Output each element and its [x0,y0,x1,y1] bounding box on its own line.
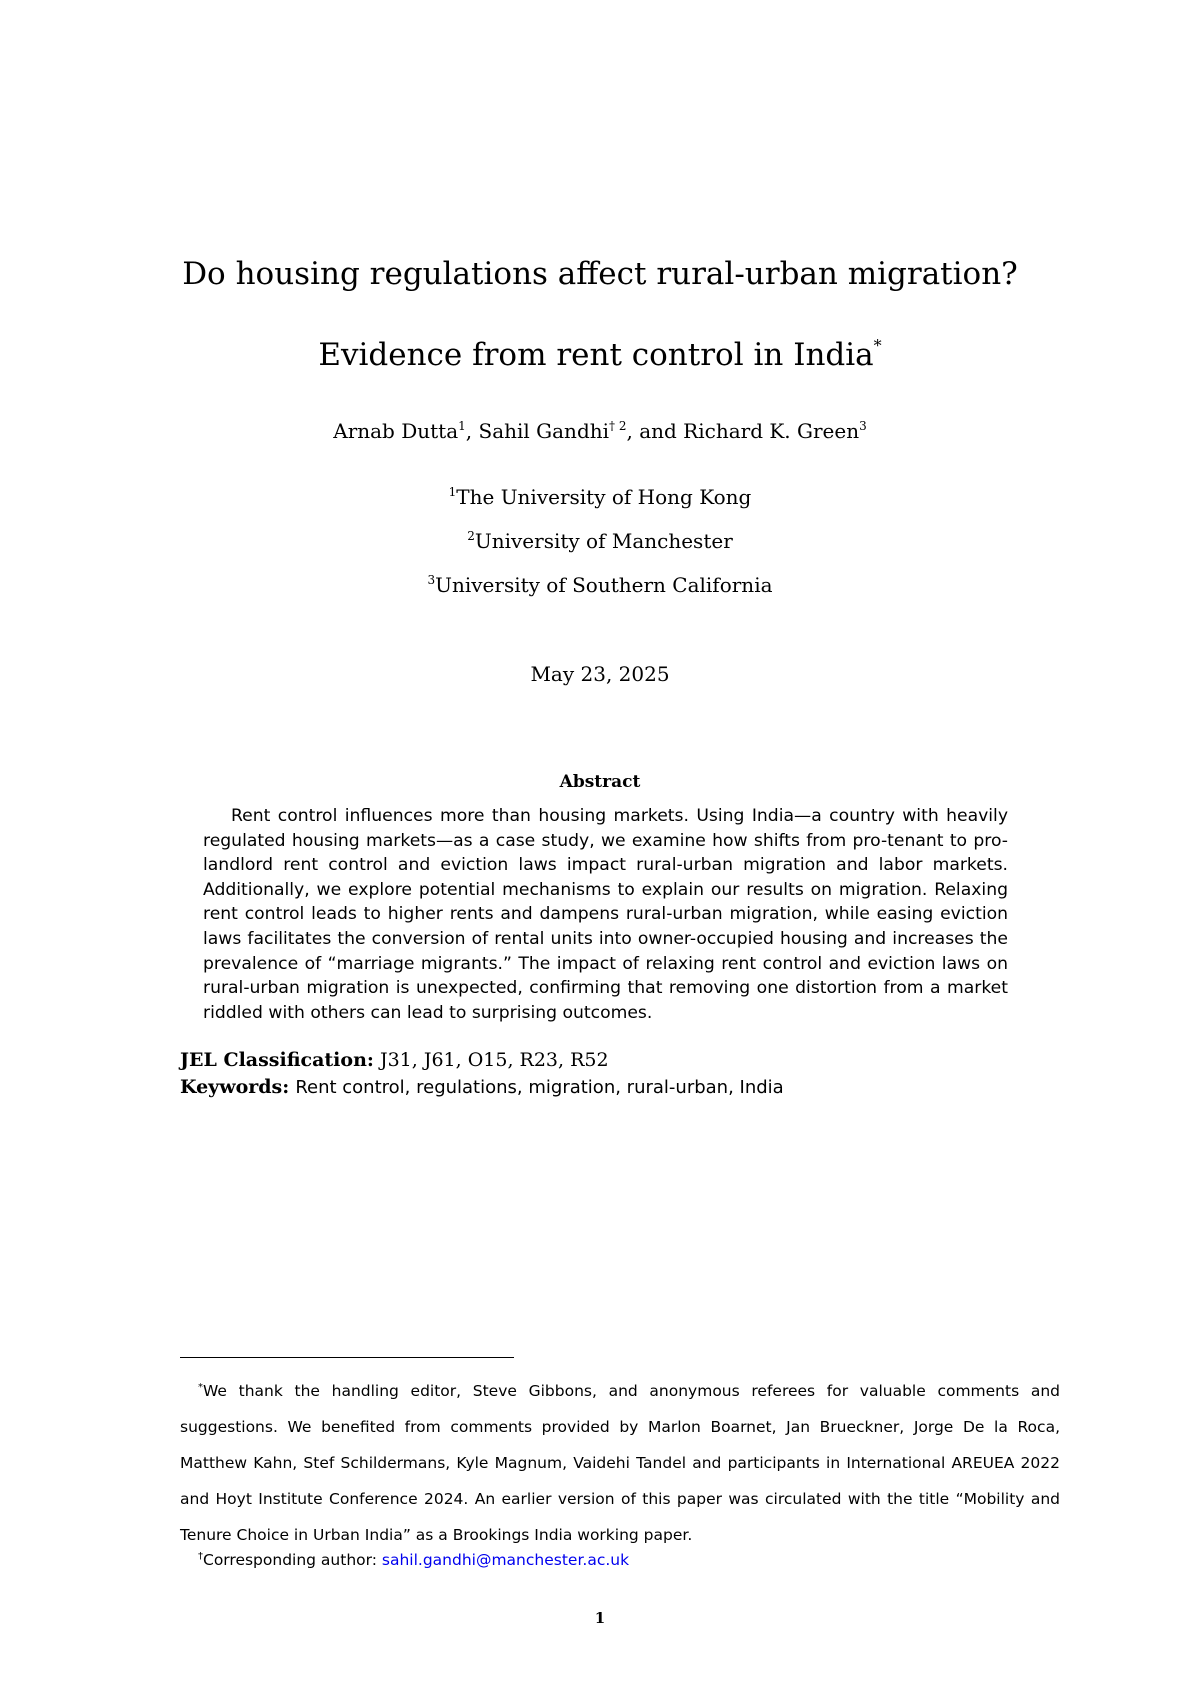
affiliation-marker: 1 [448,485,457,499]
keywords [180,1074,784,1101]
author-name: Sahil Gandhi [478,419,610,443]
affiliation [0,522,1200,555]
paper-title-line1: Do housing regulations affect rural-urban migration? [182,256,1018,292]
paper-title-line2-text: Evidence from rent control in India [318,337,874,373]
affiliation [0,478,1200,511]
footnote-label: Corresponding author: [203,1551,382,1569]
page-number: 1 [594,1609,606,1627]
jel-codes: J31, J61, O15, R23, R52 [379,1049,609,1071]
publication-date: May 23, 2025 [530,662,670,686]
footnote-divider [180,1357,514,1358]
affiliation-name: University of Southern California [435,573,773,597]
author-name: Arnab Dutta [333,419,459,443]
footnote-text: We thank the handling editor, Steve Gibbons, and anonymous referees for valuable comments and suggestions. We benefited from comments provided by Marlon Boarnet, Jan Brueckner, Jorge De la Roca, Matthew Kahn, Stef Schildermans, Kyle Magnum, Vaidehi Tandel and participants in International AREUEA 2022 and Hoyt Institute Conference 2024. An earlier version of this paper was circulated with the title “Mobility and Tenure Choice in Urban India” as a Brookings India working paper. [180,1382,1060,1544]
abstract-text: Rent control influences more than housing markets. Using India—a country with heavily regulated housing markets—as a case study, we examine how shifts from pro-tenant to pro-landlord rent control and eviction laws impact rural-urban migration and labor markets. Additionally, we explore potential mechanisms to explain our results on migration. Relaxing rent control leads to higher rents and dampens rural-urban migration, while easing eviction laws facilitates the conversion of rental units into owner-occupied housing and increases the prevalence of “marriage migrants.” The impact of relaxing rent control and eviction laws on rural-urban migration is unexpected, confirming that removing one distortion from a market riddled with others can lead to surprising outcomes. [203,806,1008,1023]
footnote-corresponding-author [198,1545,1078,1572]
jel-label: JEL Classification: [180,1049,374,1071]
author-separator: , [465,419,479,443]
email-link[interactable]: sahil.gandhi@manchester.ac.uk [381,1551,630,1569]
keywords-value: Rent control, regulations, migration, rural-urban, India [295,1077,784,1098]
author-affiliation-marker: 3 [859,419,867,433]
author-name: Richard K. Green [683,419,860,443]
footnote-marker: * [198,1382,203,1393]
affiliation-marker: 2 [467,529,475,543]
author-list [0,412,1200,445]
author-affiliation-marker[interactable]: † 2 [609,419,627,433]
title-footnote-marker[interactable]: * [873,336,882,355]
author-affiliation-marker: 1 [458,419,466,433]
keywords-label: Keywords: [180,1076,290,1098]
paper-title-line2 [0,326,1200,375]
affiliation-name: University of Manchester [474,529,733,553]
footnote-marker: † [198,1551,203,1562]
jel-classification [180,1047,609,1073]
affiliation-marker: 3 [427,573,436,587]
abstract-heading: Abstract [559,772,641,792]
author-separator: , and [626,419,684,443]
affiliation [0,566,1200,599]
footnote-acknowledgements [180,1370,1060,1553]
affiliation-name: The University of Hong Kong [456,485,752,509]
